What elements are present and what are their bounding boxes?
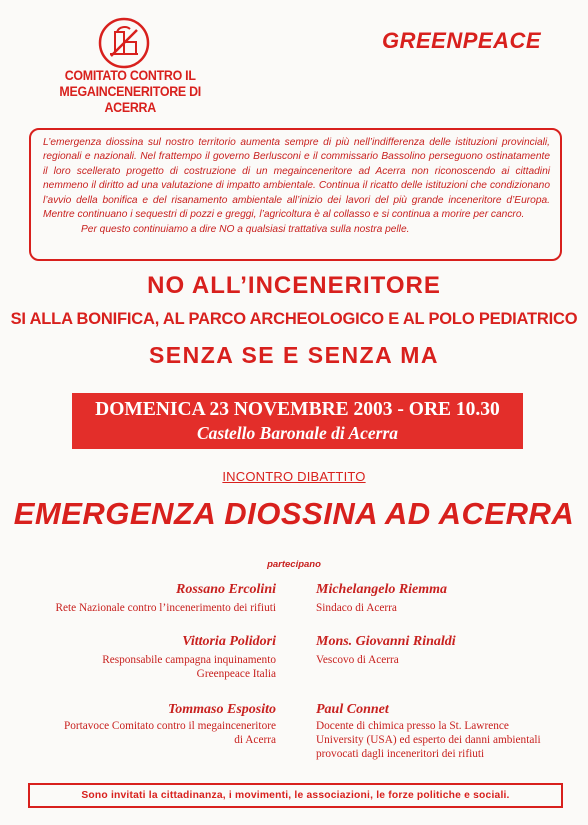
participant: [316, 633, 581, 667]
participant-name: Vittoria Polidori: [182, 634, 276, 649]
participant-role: Vescovo di Acerra: [316, 654, 399, 666]
participant: [316, 581, 581, 615]
participant-name: Paul Connet: [316, 702, 389, 717]
headline-no-incinerator: NO ALL’INCENERITORE: [147, 272, 441, 299]
intro-box: [29, 128, 562, 261]
intro-text: L’emergenza diossina sul nostro territorio aumenta sempre di più nell’indifferenza delle istituzioni provinciali, regionali e nazionali. Nel frattempo il governo Berlusconi e il commissario Bassolino perseguono ostinatamente il loro scellerato progetto di costruzione di un megainceneritore ad Acerra non riconoscendo ai cittadini nemmeno il diritto ad una valutazione di impatto ambientale. Continua il ricatto delle istituzioni che condizionano l’avvio della bonifica e del risanamento ambientale all’inizio dei lavori del più grande inceneritore d’Europa. Mentre continuano i sequestri di pozzi e greggi, l’agricoltura è al collasso e si continua a morire per cancro.: [43, 137, 550, 221]
event-date: DOMENICA 23 NOVEMBRE 2003 - ORE 10.30: [95, 399, 500, 420]
event-place: Castello Baronale di Acerra: [196, 423, 399, 443]
participant: [316, 701, 581, 761]
participant-role: Responsabile campagna inquinamento Greenpeace Italia: [102, 654, 276, 680]
participant-name: Tommaso Esposito: [167, 702, 276, 717]
participant-role: Sindaco di Acerra: [316, 602, 397, 614]
participant-role: Docente di chimica presso la St. Lawrence University (USA) ed esperto dei danni ambientali provocati dagli inceneritori dei rifiuti: [316, 720, 541, 760]
participant: [64, 701, 276, 747]
participant-name: Rossano Ercolini: [176, 582, 276, 597]
debate-label: INCONTRO DIBATTITO: [222, 469, 366, 484]
participant-name: Mons. Giovanni Rinaldi: [316, 634, 456, 649]
participants-label: partecipano: [267, 559, 321, 570]
committee-name-line1: COMITATO CONTRO IL: [64, 68, 196, 83]
greenpeace-logo: GREENPEACE: [382, 28, 542, 53]
no-incinerator-logo-icon: [97, 16, 151, 70]
participant-name: Michelangelo Riemma: [316, 582, 448, 597]
participant-role: Rete Nazionale contro l’incenerimento dei rifiuti: [55, 602, 276, 614]
committee-name: [52, 68, 208, 116]
participant-role: Portavoce Comitato contro il megainceneritore di Acerra: [63, 720, 276, 746]
debate-title: EMERGENZA DIOSSINA AD ACERRA: [13, 496, 575, 531]
date-banner: [72, 393, 523, 449]
committee-name-line2: MEGAINCENERITORE DI ACERRA: [59, 84, 201, 115]
participant: [55, 581, 276, 615]
invitation-footer: Sono invitati la cittadinanza, i movimenti, le associazioni, le forze politiche e sociali.: [28, 783, 563, 808]
headline-no-ifs-no-buts: SENZA SE E SENZA MA: [148, 342, 440, 368]
intro-closing: Per questo continuiamo a dire NO a qualsiasi trattativa sulla nostra pelle.: [81, 224, 410, 236]
headline-yes-reclamation: SI ALLA BONIFICA, AL PARCO ARCHEOLOGICO E AL POLO PEDIATRICO: [10, 309, 578, 328]
participant: [102, 633, 276, 681]
